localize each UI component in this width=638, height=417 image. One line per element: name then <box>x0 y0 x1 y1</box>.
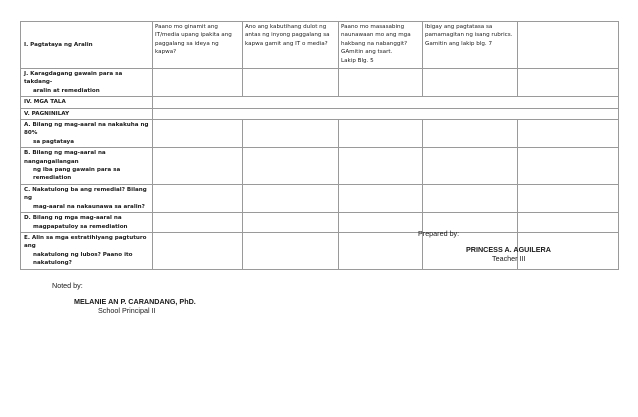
cell-karagdagang-3 <box>339 69 423 97</box>
prepared-by-name: PRINCESS A. AGUILERA <box>466 245 551 254</box>
table-row-mga-tala <box>21 97 619 108</box>
row-label-karagdagang-line2: aralin at remediation <box>33 87 100 94</box>
row-label-magpapatuloy <box>21 213 153 233</box>
row-label-nakatulong-remedial <box>21 184 153 212</box>
cell-remediation-1 <box>153 148 243 185</box>
prepared-by-label: Prepared by: <box>418 229 460 238</box>
table-row-pagninilay <box>21 108 619 119</box>
cell-magpapatuloy-3 <box>339 213 423 233</box>
row-label-karagdagang-gawain <box>21 69 153 97</box>
cell-nakatulong-3 <box>339 184 423 212</box>
cell-magpapatuloy-5 <box>518 213 619 233</box>
cell-estratihiya-1 <box>153 232 243 269</box>
noted-by-title: School Principal II <box>98 306 156 315</box>
row-label-bilang-80-line1: A. Bilang ng mag-aaral na nakakuha ng 80% <box>24 122 149 137</box>
cell-remediation-3 <box>339 148 423 185</box>
lesson-log-table <box>20 21 619 270</box>
cell-estratihiya-3 <box>339 232 423 269</box>
table-row-bilang-80 <box>21 120 619 148</box>
cell-pagtataya-3-text: Paano mo masasabing naunawaan mo ang mga hakbang na nabanggit? <box>341 24 411 47</box>
cell-bilang-80-4 <box>423 120 518 148</box>
row-label-pagtataya: I. Pagtataya ng Aralin <box>21 22 153 69</box>
row-label-estratihiya-line2: nakatulong ng lubos? Paano ito <box>33 251 133 258</box>
row-label-pagninilay: V. PAGNINILAY <box>21 108 153 119</box>
cell-pagninilay <box>153 108 619 119</box>
cell-remediation-4 <box>423 148 518 185</box>
row-label-magpapatuloy-line1: D. Bilang ng mga mag-aaral na <box>24 215 122 222</box>
cell-karagdagang-2 <box>243 69 339 97</box>
cell-mga-tala <box>153 97 619 108</box>
cell-pagtataya-3-line3: Lakip Blg. 5 <box>341 57 374 64</box>
cell-karagdagang-1 <box>153 69 243 97</box>
row-label-remediation-line3: remediation <box>33 175 72 182</box>
row-label-bilang-80 <box>21 120 153 148</box>
cell-nakatulong-2 <box>243 184 339 212</box>
table-row-magpapatuloy <box>21 213 619 233</box>
cell-estratihiya-2 <box>243 232 339 269</box>
row-label-estratihiya-line3: nakatulong? <box>33 260 72 267</box>
noted-by-name: MELANIE AN P. CARANDANG, PhD. <box>74 297 196 306</box>
cell-nakatulong-1 <box>153 184 243 212</box>
cell-remediation-2 <box>243 148 339 185</box>
cell-pagtataya-1: Paano mo ginamit ang IT/media upang ipakita ang paggalang sa ideya ng kapwa? <box>153 22 243 69</box>
row-label-remediation-need <box>21 148 153 185</box>
cell-pagtataya-5 <box>518 22 619 69</box>
row-label-karagdagang-line1: J. Karagdagang gawain para sa takdang- <box>24 71 123 86</box>
cell-pagtataya-4 <box>423 22 518 69</box>
cell-pagtataya-3 <box>339 22 423 69</box>
cell-bilang-80-1 <box>153 120 243 148</box>
row-label-remediation-line2: ng iba pang gawain para sa <box>33 167 121 174</box>
cell-pagtataya-4-text: Ibigay ang pagtatasa sa pamamagitan ng isang rubrics. <box>425 24 513 39</box>
row-label-remediation-line1: B. Bilang ng mag-aaral na nangangailangan <box>24 150 106 165</box>
cell-karagdagang-4 <box>423 69 518 97</box>
row-label-estratihiya-line1: E. Alin sa mga estratihiyang pagtuturo ang <box>24 234 147 250</box>
cell-remediation-5 <box>518 148 619 185</box>
cell-pagtataya-4-line2: Gamitin ang lakip blg. 7 <box>425 40 493 47</box>
row-label-magpapatuloy-line2: magpapatuloy sa remediation <box>33 223 128 230</box>
cell-karagdagang-5 <box>518 69 619 97</box>
prepared-by-title: Teacher III <box>492 254 526 263</box>
cell-pagtataya-3-line2: GAmitin ang tsart. <box>341 49 393 56</box>
table-row-karagdagang-gawain <box>21 69 619 97</box>
noted-by-label: Noted by: <box>52 281 83 290</box>
row-label-mga-tala: IV. MGA TALA <box>21 97 153 108</box>
row-label-nakatulong-line2: mag-aaral na nakaunawa sa aralin? <box>33 203 145 210</box>
cell-nakatulong-5 <box>518 184 619 212</box>
cell-pagtataya-2: Ano ang kabutihang dulot ng antas ng inyong paggalang sa kapwa gamit ang IT o media? <box>243 22 339 69</box>
cell-bilang-80-5 <box>518 120 619 148</box>
cell-magpapatuloy-2 <box>243 213 339 233</box>
row-label-bilang-80-line2: sa pagtataya <box>33 138 74 145</box>
cell-bilang-80-2 <box>243 120 339 148</box>
table-row-nakatulong-remedial <box>21 184 619 212</box>
row-label-estratihiya <box>21 232 153 269</box>
cell-bilang-80-3 <box>339 120 423 148</box>
cell-magpapatuloy-1 <box>153 213 243 233</box>
table-row-remediation-need <box>21 148 619 185</box>
cell-nakatulong-4 <box>423 184 518 212</box>
row-label-nakatulong-line1: C. Nakatulong ba ang remedial? Bilang ng <box>24 186 147 202</box>
table-row-pagtataya <box>21 22 619 69</box>
